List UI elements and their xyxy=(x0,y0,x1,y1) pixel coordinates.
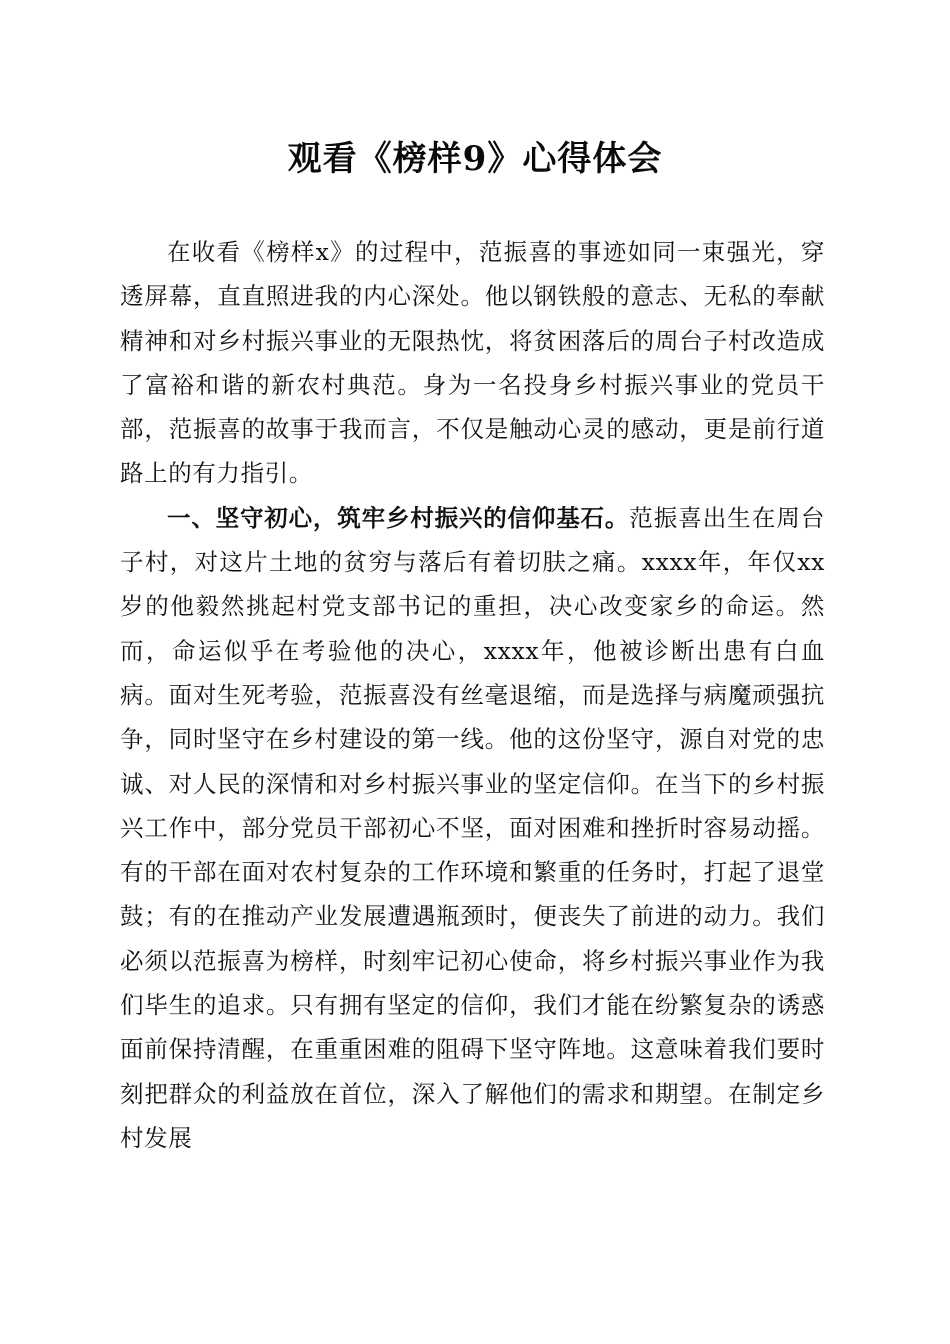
document-title: 观看《榜样9》心得体会 xyxy=(287,139,663,179)
section-1-text: 范振喜出生在周台子村，对这片土地的贫穷与落后有着切肤之痛。xxxx年，年仅xx岁的他毅然挑起村党支部书记的重担，决心改变家乡的命运。然而，命运似乎在考验他的决心，xxxx年，他被诊断出患有白血病。面对生死考验，范振喜没有丝毫退缩，而是选择与病魔顽强抗争，同时坚守在乡村建设的第一线。他的这份坚守，源自对党的忠诚、对人民的深情和对乡村振兴事业的坚定信仰。在当下的乡村振兴工作中，部分党员干部初心不坚，面对困难和挫折时容易动摇。有的干部在面对农村复杂的工作环境和繁重的任务时，打起了退堂鼓；有的在推动产业发展遭遇瓶颈时，便丧失了前进的动力。我们必须以范振喜为榜样，时刻牢记初心使命，将乡村振兴事业作为我们毕生的追求。只有拥有坚定的信仰，我们才能在纷繁复杂的诱惑面前保持清醒，在重重困难的阻碍下坚守阵地。这意味着我们要时刻把群众的利益放在首位，深入了解他们的需求和期望。在制定乡村发展 xyxy=(120,503,825,1152)
section-1-paragraph xyxy=(120,496,825,1160)
section-1-heading: 一、坚守初心，筑牢乡村振兴的信仰基石。 xyxy=(167,503,630,532)
document-body xyxy=(120,230,825,1160)
intro-paragraph: 在收看《榜样x》的过程中，范振喜的事迹如同一束强光，穿透屏幕，直直照进我的内心深处。他以钢铁般的意志、无私的奉献精神和对乡村振兴事业的无限热忱，将贫困落后的周台子村改造成了富裕和谐的新农村典范。身为一名投身乡村振兴事业的党员干部，范振喜的故事于我而言，不仅是触动心灵的感动，更是前行道路上的有力指引。 xyxy=(120,238,825,488)
